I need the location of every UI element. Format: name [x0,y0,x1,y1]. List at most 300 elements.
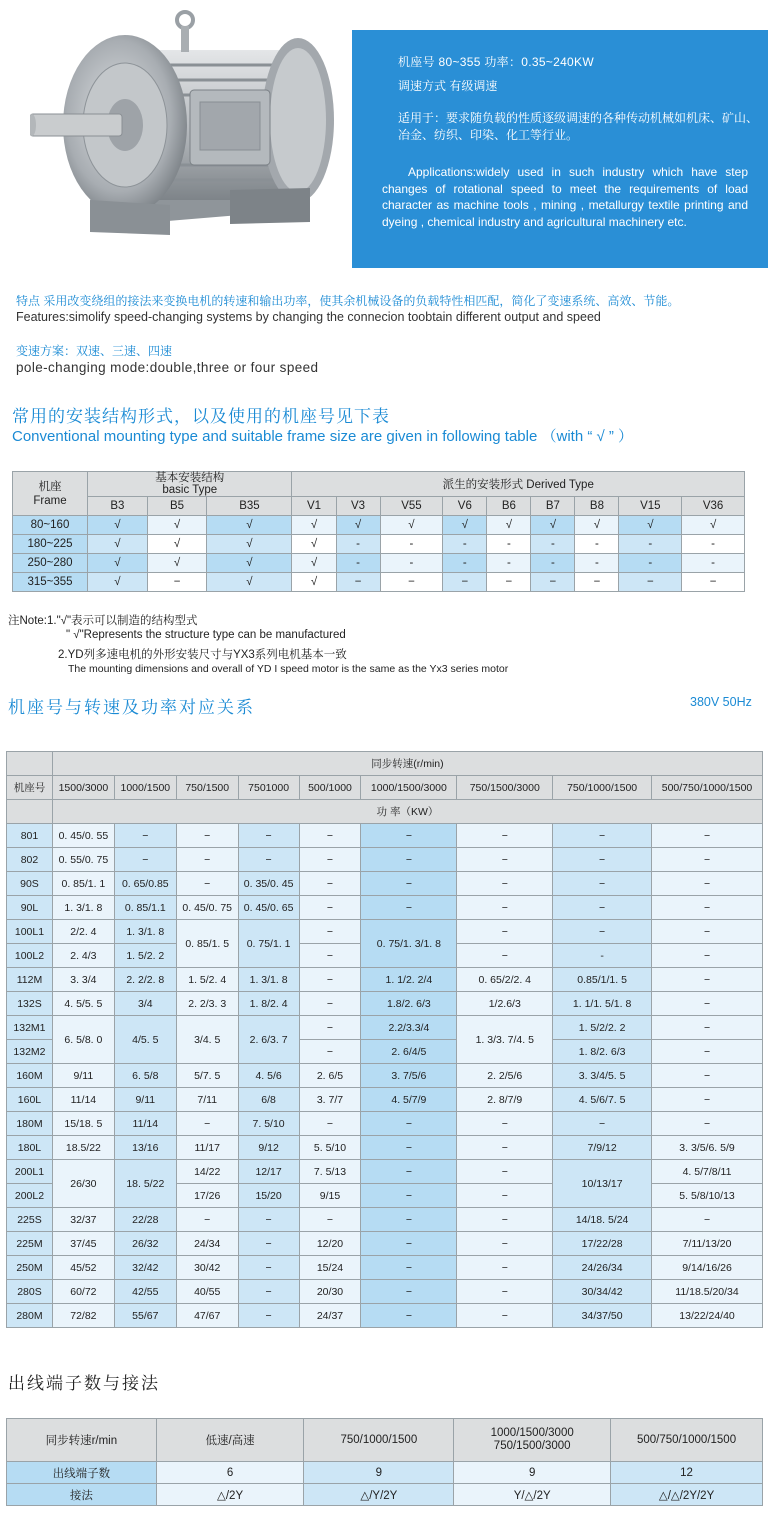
table-row [13,573,745,592]
applications-cn: 适用于：要求随负载的性质逐级调速的各种传动机械如机床、矿山、冶金、纺织、印染、化工等行业。 [398,111,759,142]
speed-mode-en: pole-changing mode:double,three or four speed [16,360,319,375]
power-cell: 0. 85/1. 5 [176,920,238,968]
frame-no: 180L [7,1136,53,1160]
power-title: 机座号与转速及功率对应关系 [8,698,255,717]
power-cell: 11/14 [114,1112,176,1136]
power-cell: 2. 2/2. 8 [114,968,176,992]
mount-col-header: B7 [531,497,575,516]
row-label: 接法 [7,1484,157,1506]
power-cell: 9/11 [52,1064,114,1088]
table-row [7,1484,763,1506]
power-cell: 55/67 [114,1304,176,1328]
frame-no: 132M1 [7,1016,53,1040]
power-cell: − [457,1304,553,1328]
mount-cell: √ [292,573,336,592]
power-cell: 2. 6/5 [299,1064,361,1088]
frame-no: 225S [7,1208,53,1232]
power-cell: − [553,896,652,920]
power-cell: 2. 8/7/9 [457,1088,553,1112]
power-cell: 3. 3/5/6. 5/9 [652,1136,763,1160]
power-cell: 32/37 [52,1208,114,1232]
power-cell: − [176,824,238,848]
power-cell: 18.5/22 [52,1136,114,1160]
terminal-title: 出线端子数与接法 [8,1374,160,1393]
frame-range: 250~280 [13,554,88,573]
power-cell: 2. 4/3 [52,944,114,968]
voltage-label: 380V 50Hz [690,695,752,709]
speed-header: 1000/1500 [114,776,176,800]
frame-range: 315~355 [13,573,88,592]
mount-cell: - [575,554,619,573]
power-table [6,751,763,1328]
term-cell: △/2Y [156,1484,304,1506]
term-cell: 12 [611,1462,763,1484]
power-kw-header: 功 率（KW） [52,800,762,824]
power-cell: − [361,896,457,920]
power-cell: − [361,1184,457,1208]
note-1-en: " √"Represents the structure type can be manufactured [66,629,346,641]
mount-title-en: Conventional mounting type and suitable frame size are given in following table （with “ √ ” ） [12,428,634,445]
term-cell: 9 [454,1462,611,1484]
mount-cell: √ [380,516,443,535]
power-cell: 45/52 [52,1256,114,1280]
power-cell: 3/4. 5 [176,1016,238,1064]
power-cell: 4. 5/7/8/11 [652,1160,763,1184]
frame-no: 132S [7,992,53,1016]
power-cell: 12/17 [238,1160,299,1184]
table-row [7,1112,763,1136]
power-cell: 60/72 [52,1280,114,1304]
power-cell: 15/20 [238,1184,299,1208]
power-cell: − [299,896,361,920]
power-cell: − [361,1160,457,1184]
power-cell: 17/22/28 [553,1232,652,1256]
term-cell: 9 [304,1462,454,1484]
mount-cell: √ [575,516,619,535]
mount-cell: - [531,535,575,554]
speed-header: 500/1000 [299,776,361,800]
derived-type-header: 派生的安装形式 Derived Type [292,472,745,497]
power-cell: 3. 7/7 [299,1088,361,1112]
power-cell: − [457,1208,553,1232]
speed-header: 1000/1500/3000 [361,776,457,800]
term-cell: △/Y/2Y [304,1484,454,1506]
speed-header: 7501000 [238,776,299,800]
mount-cell: √ [88,554,148,573]
table-row [7,1136,763,1160]
power-cell: − [457,1184,553,1208]
power-cell: 1/2.6/3 [457,992,553,1016]
power-cell: − [238,1280,299,1304]
mount-cell: - [619,554,682,573]
power-cell: − [361,824,457,848]
power-cell: − [652,944,763,968]
power-cell: − [652,824,763,848]
mount-cell: √ [619,516,682,535]
power-cell: − [553,824,652,848]
power-cell: − [457,1232,553,1256]
mount-cell: √ [88,535,148,554]
power-cell: 9/14/16/26 [652,1256,763,1280]
frame-header [13,472,88,516]
power-cell: 14/18. 5/24 [553,1208,652,1232]
power-cell: − [238,824,299,848]
power-cell: 18. 5/22 [114,1160,176,1208]
mount-cell: - [336,535,380,554]
power-cell: 1. 3/1. 8 [114,920,176,944]
mount-cell: √ [531,516,575,535]
power-cell: 4. 5/5. 5 [52,992,114,1016]
power-cell: − [299,1016,361,1040]
speed-header: 1500/3000 [52,776,114,800]
power-cell: 15/24 [299,1256,361,1280]
frame-no: 280M [7,1304,53,1328]
power-cell: 2. 2/3. 3 [176,992,238,1016]
power-cell: − [299,968,361,992]
frame-no: 132M2 [7,1040,53,1064]
frame-range: 80~160 [13,516,88,535]
power-cell: 0. 65/0.85 [114,872,176,896]
power-cell: 7/11 [176,1088,238,1112]
mount-cell: − [682,573,745,592]
power-cell: 1. 1/2. 2/4 [361,968,457,992]
power-cell: − [652,1088,763,1112]
power-cell: 4. 5/6 [238,1064,299,1088]
power-cell: 6. 5/8 [114,1064,176,1088]
power-cell: − [176,872,238,896]
power-cell: 26/32 [114,1232,176,1256]
power-cell: 26/30 [52,1160,114,1208]
low-high-header: 低速/高速 [156,1419,304,1462]
power-cell: 72/82 [52,1304,114,1328]
power-cell: − [361,1112,457,1136]
mounting-table [12,471,745,592]
power-cell: − [457,896,553,920]
note-2: 2.YD列多速电机的外形安装尺寸与YX3系列电机基本一致 [58,649,347,661]
frame-no: 200L1 [7,1160,53,1184]
table-row [7,1304,763,1328]
power-cell: − [652,1064,763,1088]
mount-cell: √ [336,516,380,535]
power-cell: 0. 75/1. 1 [238,920,299,968]
power-cell: 3. 3/4/5. 5 [553,1064,652,1088]
mount-cell: √ [88,516,148,535]
power-cell: − [457,920,553,944]
table-row [7,896,763,920]
power-cell: 15/18. 5 [52,1112,114,1136]
power-cell: 37/45 [52,1232,114,1256]
power-cell: − [114,848,176,872]
table-row [7,872,763,896]
table-row [7,776,763,800]
power-cell: 30/34/42 [553,1280,652,1304]
power-cell: − [299,920,361,944]
power-cell: 1. 8/2. 4 [238,992,299,1016]
speed-mode-cn: 变速方案：双速、三速、四速 [16,344,173,358]
mount-cell: - [531,554,575,573]
power-cell: − [652,1112,763,1136]
power-cell: 32/42 [114,1256,176,1280]
power-cell: − [457,1160,553,1184]
applications-en: Applications:widely used in such industry which have step changes of rotational speed to meet the requirements of load character as machine tools , mining , metallurgy textile printing and dyeing , chemical industry and agricultural machinery etc. [382,165,748,229]
table-row [13,535,745,554]
mount-cell: - [380,554,443,573]
mount-cell: − [575,573,619,592]
power-cell: − [299,872,361,896]
table-row [7,1280,763,1304]
frame-no: 801 [7,824,53,848]
power-cell: 1.8/2. 6/3 [361,992,457,1016]
frame-header-en: Frame [33,494,67,507]
spec-info-box [352,30,768,268]
table-row [7,920,763,944]
mount-cell: √ [207,554,292,573]
power-cell: − [299,1112,361,1136]
mount-title-cn: 常用的安装结构形式，以及使用的机座号见下表 [12,407,390,426]
mount-cell: − [487,573,531,592]
power-cell: − [299,992,361,1016]
speed-4-header: 500/750/1000/1500 [611,1419,763,1462]
features-en: Features:simolify speed-changing systems by changing the connecion toobtain different output and speed [16,310,601,324]
frame-no: 250M [7,1256,53,1280]
power-cell: − [361,1280,457,1304]
power-cell: 22/28 [114,1208,176,1232]
table-row [13,554,745,573]
power-cell: − [652,896,763,920]
power-cell: − [457,1280,553,1304]
power-cell: 4. 5/6/7. 5 [553,1088,652,1112]
table-row [13,516,745,535]
mount-cell: - [487,535,531,554]
power-cell: 0. 65/2/2. 4 [457,968,553,992]
frame-no: 100L2 [7,944,53,968]
power-cell: − [361,1256,457,1280]
power-cell: 0. 75/1. 3/1. 8 [361,920,457,968]
power-cell: 9/12 [238,1136,299,1160]
speed-header: 750/1000/1500 [553,776,652,800]
power-cell: − [299,1208,361,1232]
speed-alt-b: 750/1500/3000 [493,1440,571,1452]
blank-corner [7,800,53,824]
table-row [7,824,763,848]
frame-no: 160M [7,1064,53,1088]
power-cell: − [238,1304,299,1328]
power-cell: 7/11/13/20 [652,1232,763,1256]
speed-3-alt-header [454,1419,611,1462]
mount-cell: √ [292,516,336,535]
power-cell: 4/5. 5 [114,1016,176,1064]
mount-cell: √ [207,516,292,535]
features-cn: 特点 采用改变绕组的接法来变换电机的转速和输出功率，使其余机械设备的负载特性相匹配，简化了变速系统、高效、节能。 [16,294,680,308]
power-cell: 13/16 [114,1136,176,1160]
power-cell: 42/55 [114,1280,176,1304]
power-cell: − [299,944,361,968]
power-cell: − [652,1016,763,1040]
power-cell: 7. 5/13 [299,1160,361,1184]
power-cell: − [361,1304,457,1328]
power-cell: 5. 5/8/10/13 [652,1184,763,1208]
sync-speed-label: 同步转速r/min [7,1419,157,1462]
table-row [7,1208,763,1232]
power-cell: 1. 5/2/2. 2 [553,1016,652,1040]
mount-cell: √ [147,516,207,535]
power-cell: 1. 3/1. 8 [238,968,299,992]
power-cell: 1. 5/2. 2 [114,944,176,968]
power-cell: 1. 1/1. 5/1. 8 [553,992,652,1016]
power-cell: − [238,1232,299,1256]
mount-cell: − [619,573,682,592]
power-cell: − [652,1208,763,1232]
power-cell: − [457,872,553,896]
power-cell: 24/37 [299,1304,361,1328]
power-cell: − [457,944,553,968]
power-cell: 11/18.5/20/34 [652,1280,763,1304]
power-cell: 24/34 [176,1232,238,1256]
power-cell: − [652,968,763,992]
power-cell: 4. 5/7/9 [361,1088,457,1112]
power-cell: 6. 5/8. 0 [52,1016,114,1064]
power-cell: − [553,1112,652,1136]
table-row [7,1232,763,1256]
power-cell: − [238,848,299,872]
mount-cell: √ [682,516,745,535]
power-cell: − [238,1208,299,1232]
table-row [7,800,763,824]
speed-regulation: 调速方式 有级调速 [398,79,498,93]
mount-col-header: V15 [619,497,682,516]
mount-cell: - [682,535,745,554]
table-row [13,497,745,516]
speed-header: 750/1500/3000 [457,776,553,800]
power-cell: − [652,1040,763,1064]
table-row [7,1064,763,1088]
power-cell: 5. 5/10 [299,1136,361,1160]
power-cell: 1. 3/3. 7/4. 5 [457,1016,553,1064]
table-row [7,992,763,1016]
header-section [0,0,770,270]
power-cell: − [553,920,652,944]
power-cell: − [114,824,176,848]
power-cell: 7. 5/10 [238,1112,299,1136]
power-cell: 10/13/17 [553,1160,652,1208]
power-cell: 0. 45/0. 55 [52,824,114,848]
mount-col-header: V55 [380,497,443,516]
mount-col-header: B8 [575,497,619,516]
power-cell: 40/55 [176,1280,238,1304]
power-cell: − [652,872,763,896]
power-cell: − [361,848,457,872]
basic-type-cn: 基本安装结构 [155,472,225,484]
table-row [7,1256,763,1280]
power-cell: − [652,992,763,1016]
table-row [7,968,763,992]
table-row [7,1462,763,1484]
mount-cell: - [336,554,380,573]
mount-cell: - [619,535,682,554]
power-cell: 30/42 [176,1256,238,1280]
power-cell: 11/17 [176,1136,238,1160]
mount-cell: √ [147,554,207,573]
power-cell: − [299,824,361,848]
power-cell: 3. 7/5/6 [361,1064,457,1088]
frame-no: 90L [7,896,53,920]
power-cell: 17/26 [176,1184,238,1208]
power-cell: 0. 45/0. 75 [176,896,238,920]
mount-col-header: B6 [487,497,531,516]
mount-cell: √ [443,516,487,535]
power-cell: 3/4 [114,992,176,1016]
power-cell: 1. 5/2. 4 [176,968,238,992]
power-cell: − [652,848,763,872]
power-cell: 2.2/3.3/4 [361,1016,457,1040]
power-cell: 20/30 [299,1280,361,1304]
mount-cell: - [487,554,531,573]
row-label: 出线端子数 [7,1462,157,1484]
mount-cell: √ [487,516,531,535]
table-row [7,848,763,872]
mount-cell: √ [207,535,292,554]
power-cell: 0. 35/0. 45 [238,872,299,896]
power-cell: 6/8 [238,1088,299,1112]
speed-header: 500/750/1000/1500 [652,776,763,800]
mount-cell: − [336,573,380,592]
term-cell: 6 [156,1462,304,1484]
table-row [13,472,745,497]
power-cell: − [457,1112,553,1136]
mount-col-header: V3 [336,497,380,516]
mount-cell: - [575,535,619,554]
frame-no: 112M [7,968,53,992]
power-cell: 0. 85/1.1 [114,896,176,920]
power-cell: 2. 2/5/6 [457,1064,553,1088]
power-cell: 1. 8/2. 6/3 [553,1040,652,1064]
terminal-table [6,1418,763,1506]
term-cell: △/△/2Y/2Y [611,1484,763,1506]
power-cell: 11/14 [52,1088,114,1112]
frame-no-header: 机座号 [7,776,53,800]
speed-3-header: 750/1000/1500 [304,1419,454,1462]
table-row [7,1088,763,1112]
mount-cell: √ [292,535,336,554]
mount-cell: - [682,554,745,573]
power-cell: − [299,1040,361,1064]
frame-no: 180M [7,1112,53,1136]
frame-no: 90S [7,872,53,896]
frame-no: 280S [7,1280,53,1304]
frame-power-spec: 机座号 80~355 功率：0.35~240KW [398,55,594,69]
table-row [7,752,763,776]
power-cell: 0. 45/0. 65 [238,896,299,920]
power-cell: − [457,848,553,872]
frame-no: 100L1 [7,920,53,944]
table-row [7,1419,763,1462]
power-cell: − [457,1256,553,1280]
power-cell: 2. 6/4/5 [361,1040,457,1064]
mount-cell: - [443,535,487,554]
power-cell: − [176,848,238,872]
power-cell: 3. 3/4 [52,968,114,992]
power-cell: − [553,872,652,896]
basic-type-header [88,472,292,497]
power-cell: 2. 6/3. 7 [238,1016,299,1064]
power-cell: 34/37/50 [553,1304,652,1328]
motor-illustration [30,10,340,260]
frame-no: 200L2 [7,1184,53,1208]
mount-cell: √ [88,573,148,592]
power-cell: − [652,920,763,944]
term-cell: Y/△/2Y [454,1484,611,1506]
mount-cell: − [443,573,487,592]
